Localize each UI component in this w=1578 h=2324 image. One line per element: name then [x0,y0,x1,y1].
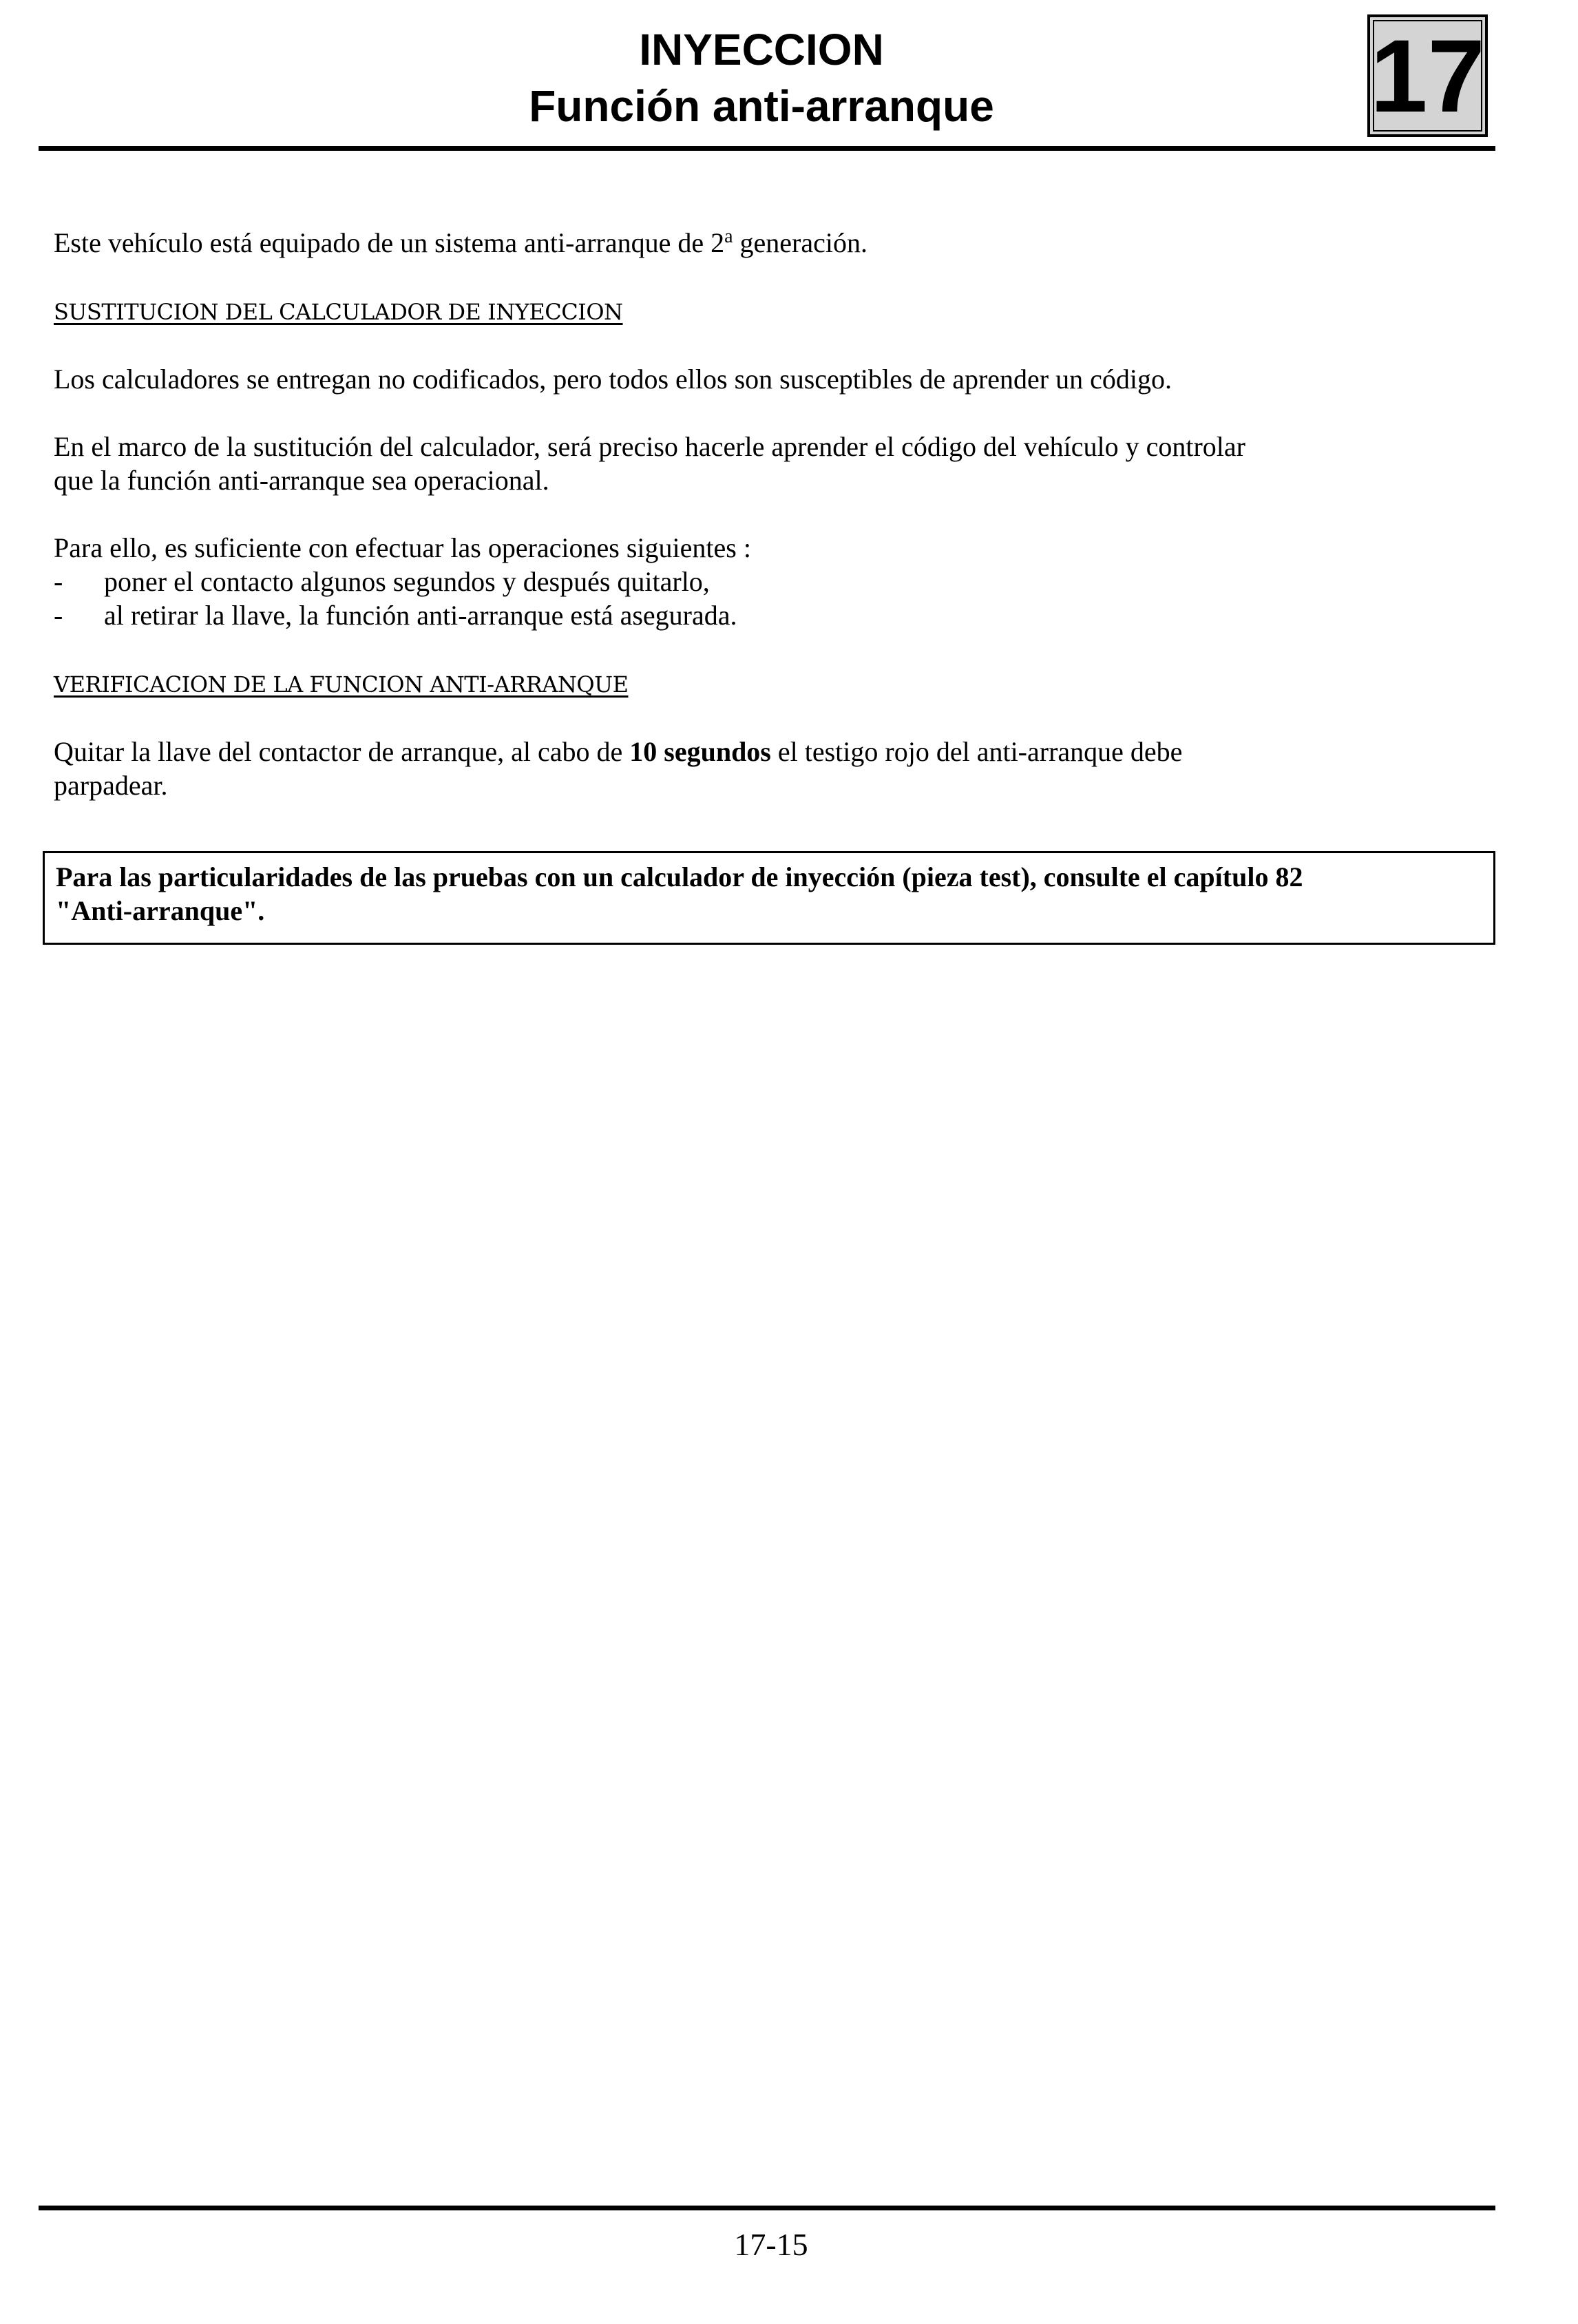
page-title: INYECCION [639,25,884,74]
paragraph-marco-line1: En el marco de la sustitución del calculador, será preciso hacerle aprender el código del vehículo y controlar [54,431,1245,462]
bullet-item: poner el contacto algunos segundos y después quitarlo, [104,566,710,597]
intro-paragraph: Este vehículo está equipado de un sistema anti-arranque de 2$^a$ generación. [54,226,867,258]
note-line-1: Para las particularidades de las pruebas con un calculador de inyección (pieza test), consulte el capítulo 82 [56,861,1303,892]
paragraph-operaciones: Para ello, es suficiente con efectuar las operaciones siguientes : [54,532,751,563]
chapter-number-badge: 17 [1367,14,1488,137]
note-box [43,851,1495,945]
bullet-dash: - [54,600,63,631]
footer-divider [39,2206,1495,2210]
paragraph-calculadores: Los calculadores se entregan no codificados, pero todos ellos son susceptibles de aprender un código. [54,364,1172,395]
note-line-2: "Anti-arranque". [56,895,265,926]
section-heading-sustitucion: SUSTITUCION DEL CALCULADOR DE INYECCION [54,299,623,325]
page-number: 17-15 [734,2227,808,2262]
bullet-item: al retirar la llave, la función anti-arranque está asegurada. [104,600,737,631]
page-subtitle: Función anti-arranque [529,81,994,131]
paragraph-marco-line2: que la función anti-arranque sea operacional. [54,465,549,496]
bold-duration: 10 segundos [629,736,771,767]
paragraph-quitar-line2: parpadear. [54,770,168,801]
header-divider [39,146,1495,151]
paragraph-quitar-line1: Quitar la llave del contactor de arranque, al cabo de 10 segundos el testigo rojo del anti-arranque debe [54,736,1183,767]
bullet-dash: - [54,566,63,597]
section-heading-verificacion: VERIFICACION DE LA FUNCION ANTI-ARRANQUE [54,671,629,698]
